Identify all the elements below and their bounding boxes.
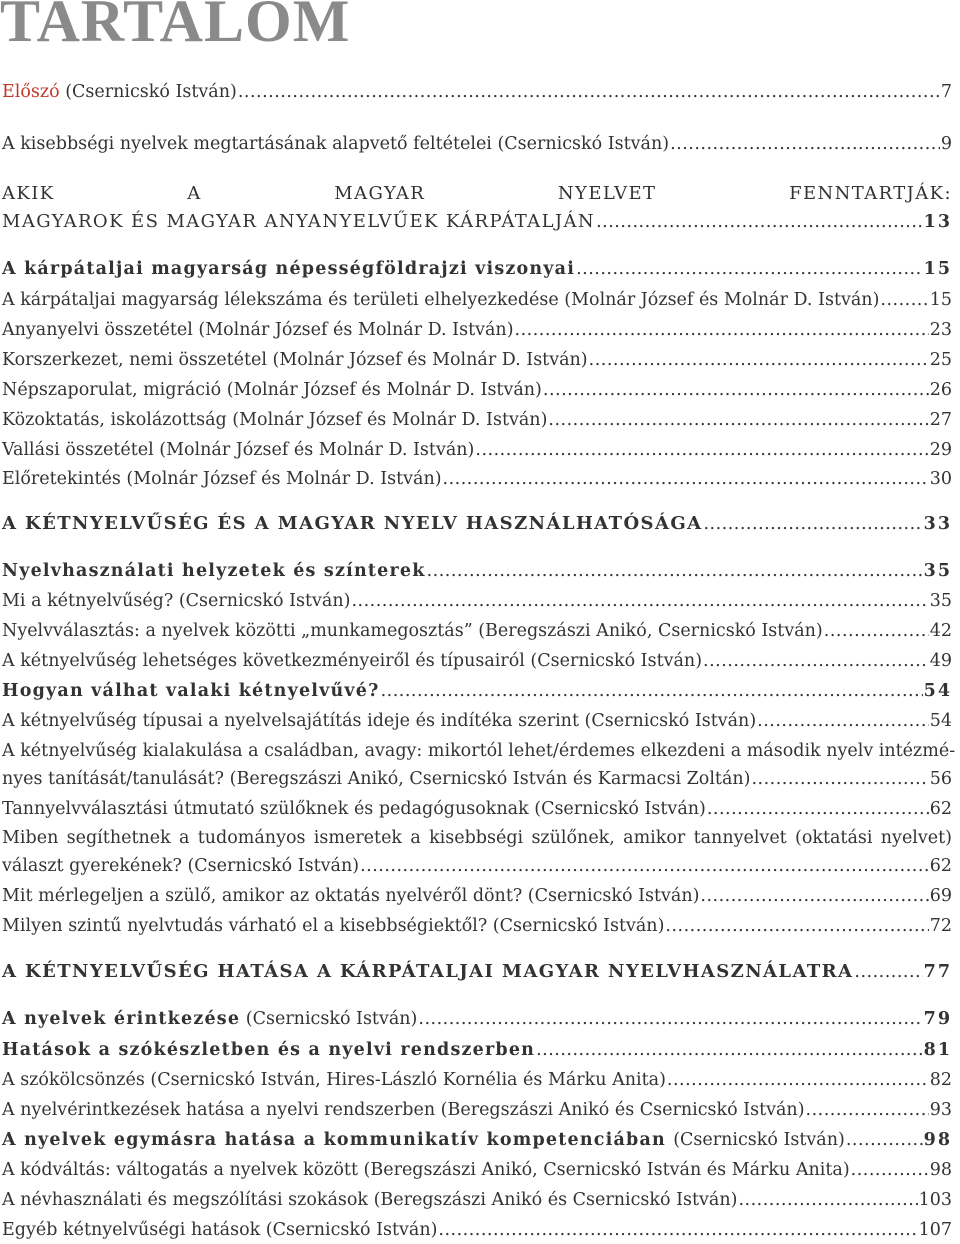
toc-entry[interactable] <box>2 1216 952 1244</box>
toc-page-number: 27 <box>929 410 952 430</box>
toc-entry[interactable] <box>2 406 952 434</box>
toc-page-number: 98 <box>923 1130 952 1150</box>
toc-entry[interactable] <box>2 1096 952 1124</box>
toc-page-number: 30 <box>929 469 952 489</box>
toc-entry[interactable] <box>2 465 952 493</box>
toc-page-number: 54 <box>923 681 952 701</box>
toc-entry-title: A nyelvérintkezések hatása a nyelvi rendszerben (Beregszászi Anikó és Csernicskó István) <box>2 1100 805 1120</box>
dot-leader <box>360 852 929 880</box>
toc-entry[interactable] <box>2 912 952 940</box>
toc-entry-title: Nyelvhasználati helyzetek és színterek <box>2 561 426 581</box>
toc-entry-title: Vallási összetétel (Molnár József és Molnár D. István) <box>2 440 475 460</box>
toc-page-number: 103 <box>918 1190 952 1210</box>
toc-entry-title: A kárpátaljai magyarság népességföldrajzi viszonyai <box>2 259 576 279</box>
toc-entry-title: A névhasználati és megszólítási szokások (Beregszászi Anikó és Csernicskó István) <box>2 1190 738 1210</box>
toc-entry-title: Mit mérlegeljen a szülő, amikor az oktatás nyelvéről dönt? (Csernicskó István) <box>2 886 700 906</box>
dot-leader <box>665 912 928 940</box>
toc-entry-title: nyes tanítását/tanulását? (Beregszászi Anikó, Csernicskó István és Karmacsi Zoltán) <box>2 769 751 789</box>
toc-entry-title: A nyelvek egymásra hatása a kommunikatív kompetenciában (Csernicskó István) <box>2 1130 845 1150</box>
toc-entry-text-line: AKIK A MAGYAR NYELVET FENNTARTJÁK: <box>2 183 952 204</box>
toc-page-number: 9 <box>940 134 952 154</box>
toc-page-number: 54 <box>929 711 952 731</box>
toc-page-number: 93 <box>929 1100 952 1120</box>
toc-entry[interactable] <box>2 1186 952 1214</box>
toc-entry[interactable] <box>2 1126 952 1154</box>
toc-page-number: 29 <box>929 440 952 460</box>
dot-leader <box>548 406 928 434</box>
dot-leader <box>667 1066 929 1094</box>
dot-leader <box>670 130 940 158</box>
toc-page-number: 79 <box>923 1009 952 1029</box>
dot-leader <box>589 346 929 374</box>
toc-entry-title: Előretekintés (Molnár József és Molnár D. István) <box>2 469 442 489</box>
dot-leader <box>443 465 929 493</box>
dot-leader <box>824 617 929 645</box>
toc-entry[interactable] <box>2 617 952 645</box>
dot-leader <box>238 78 940 106</box>
toc-page-number: 15 <box>923 259 952 279</box>
toc-page-number: 35 <box>923 561 952 581</box>
toc-entry-title: A nyelvek érintkezése (Csernicskó István) <box>2 1009 418 1029</box>
dot-leader <box>700 882 928 910</box>
dot-leader <box>381 677 923 705</box>
toc-entry-title: Népszaporulat, migráció (Molnár József és Molnár D. István) <box>2 380 542 400</box>
toc-entry[interactable] <box>2 587 952 615</box>
toc-entry-title: Előszó (Csernicskó István) <box>2 82 237 102</box>
toc-entry-title: A kódváltás: váltogatás a nyelvek között (Beregszászi Anikó, Csernicskó István és Márku Anita) <box>2 1160 850 1180</box>
toc-page-number: 62 <box>929 799 952 819</box>
toc-page-number: 69 <box>929 886 952 906</box>
toc-entry-title: A KÉTNYELVŰSÉG HATÁSA A KÁRPÁTALJAI MAGYAR NYELVHASZNÁLATRA <box>2 961 854 982</box>
toc-page-number: 13 <box>923 212 952 232</box>
toc-entry[interactable] <box>2 286 952 314</box>
toc-entry[interactable] <box>2 647 952 675</box>
toc-page-number: 25 <box>929 350 952 370</box>
toc-entry[interactable] <box>2 824 952 880</box>
dot-leader <box>707 795 929 823</box>
toc-page-number: 72 <box>929 916 952 936</box>
toc-entry[interactable] <box>2 1036 952 1064</box>
toc-page-number: 77 <box>923 962 952 982</box>
toc-entry[interactable] <box>2 1066 952 1094</box>
dot-leader <box>703 510 922 538</box>
toc-entry-title: Milyen szintű nyelvtudás várható el a kisebbségiektől? (Csernicskó István) <box>2 916 665 936</box>
dot-leader <box>427 557 923 585</box>
toc-page-number: 23 <box>929 320 952 340</box>
toc-entry-title: Mi a kétnyelvűség? (Csernicskó István) <box>2 591 351 611</box>
dot-leader <box>543 376 929 404</box>
toc-entry-link-text: Előszó <box>2 82 60 102</box>
toc-page-number: 7 <box>940 82 952 102</box>
toc-entry-title: MAGYAROK ÉS MAGYAR ANYANYELVŰEK KÁRPÁTALJÁN <box>2 211 596 232</box>
toc-entry[interactable] <box>2 557 952 585</box>
toc-entry[interactable] <box>2 958 952 986</box>
toc-entry-title: A kétnyelvűség lehetséges következményeiről és típusairól (Csernicskó István) <box>2 651 703 671</box>
dot-leader <box>854 958 922 986</box>
toc-entry[interactable] <box>2 510 952 538</box>
dot-leader <box>757 707 929 735</box>
page-title: TARTALOM <box>0 0 351 54</box>
toc-entry-title: A kárpátaljai magyarság lélekszáma és területi elhelyezkedése (Molnár József és Molnár D. István) <box>2 290 880 310</box>
toc-entry-title: Egyéb kétnyelvűségi hatások (Csernicskó István) <box>2 1220 438 1240</box>
toc-entry-title: Hogyan válhat valaki kétnyelvűvé? <box>2 681 380 701</box>
toc-entry-title: Korszerkezet, nemi összetétel (Molnár József és Molnár D. István) <box>2 350 588 370</box>
dot-leader <box>738 1186 917 1214</box>
dot-leader <box>475 436 928 464</box>
dot-leader <box>703 647 929 675</box>
toc-entry-title: A KÉTNYELVŰSÉG ÉS A MAGYAR NYELV HASZNÁLHATÓSÁGA <box>2 513 703 534</box>
toc-entry-title: A kisebbségi nyelvek megtartásának alapvető feltételei (Csernicskó István) <box>2 134 670 154</box>
toc-entry[interactable] <box>2 78 952 106</box>
toc-entry-title: A szókölcsönzés (Csernicskó István, Hires-László Kornélia és Márku Anita) <box>2 1070 666 1090</box>
toc-entry[interactable] <box>2 1156 952 1184</box>
toc-entry[interactable] <box>2 316 952 344</box>
dot-leader <box>438 1216 917 1244</box>
toc-entry-title: Közoktatás, iskolázottság (Molnár József és Molnár D. István) <box>2 410 548 430</box>
toc-page-number: 42 <box>929 621 952 641</box>
toc-page-number: 33 <box>923 514 952 534</box>
dot-leader <box>418 1005 922 1033</box>
dot-leader <box>846 1126 923 1154</box>
toc-page-number: 107 <box>918 1220 952 1240</box>
toc-entry[interactable] <box>2 180 952 236</box>
toc-entry[interactable] <box>2 130 952 158</box>
dot-leader <box>351 587 928 615</box>
toc-entry-title: Hatások a szókészletben és a nyelvi rendszerben <box>2 1040 536 1060</box>
toc-entry[interactable] <box>2 737 956 793</box>
toc-entry[interactable] <box>2 795 952 823</box>
dot-leader <box>751 765 928 793</box>
toc-entry[interactable] <box>2 882 952 910</box>
dot-leader <box>576 255 923 283</box>
toc-page-number: 82 <box>929 1070 952 1090</box>
toc-page-number: 35 <box>929 591 952 611</box>
toc-entry[interactable] <box>2 436 952 464</box>
dot-leader <box>536 1036 923 1064</box>
toc-page-number: 26 <box>929 380 952 400</box>
dot-leader <box>596 208 923 236</box>
toc-entry-text-line: A kétnyelvűség kialakulása a családban, avagy: mikortól lehet/érdemes elkezdeni a második nyelv intézmé- <box>2 741 956 761</box>
dot-leader <box>880 286 928 314</box>
toc-entry-title: A kétnyelvűség típusai a nyelvelsajátítás ideje és indítéka szerint (Csernicskó István) <box>2 711 757 731</box>
toc-entry-title: választ gyerekének? (Csernicskó István) <box>2 856 360 876</box>
toc-page-number: 56 <box>929 769 952 789</box>
toc-page-number: 15 <box>929 290 952 310</box>
toc-entry-title: Nyelvválasztás: a nyelvek közötti „munkamegosztás” (Beregszászi Anikó, Csernicskó István) <box>2 621 823 641</box>
toc-entry[interactable] <box>2 376 952 404</box>
toc-entry[interactable] <box>2 255 952 283</box>
toc-entry[interactable] <box>2 707 952 735</box>
toc-entry[interactable] <box>2 1005 952 1033</box>
toc-page-number: 49 <box>929 651 952 671</box>
toc-entry-title: Tannyelvválasztási útmutató szülőknek és pedagógusoknak (Csernicskó István) <box>2 799 706 819</box>
toc-entry[interactable] <box>2 677 952 705</box>
toc-entry-text-line: Miben segíthetnek a tudományos ismeretek a kisebbségi szülőnek, amikor tannyelvet (oktatási nyelvet) <box>2 828 952 848</box>
toc-page-number: 62 <box>929 856 952 876</box>
toc-page-number: 98 <box>929 1160 952 1180</box>
dot-leader <box>851 1156 929 1184</box>
dot-leader <box>515 316 929 344</box>
toc-entry[interactable] <box>2 346 952 374</box>
dot-leader <box>806 1096 929 1124</box>
toc-page-number: 81 <box>923 1040 952 1060</box>
toc-entry-title: Anyanyelvi összetétel (Molnár József és Molnár D. István) <box>2 320 514 340</box>
